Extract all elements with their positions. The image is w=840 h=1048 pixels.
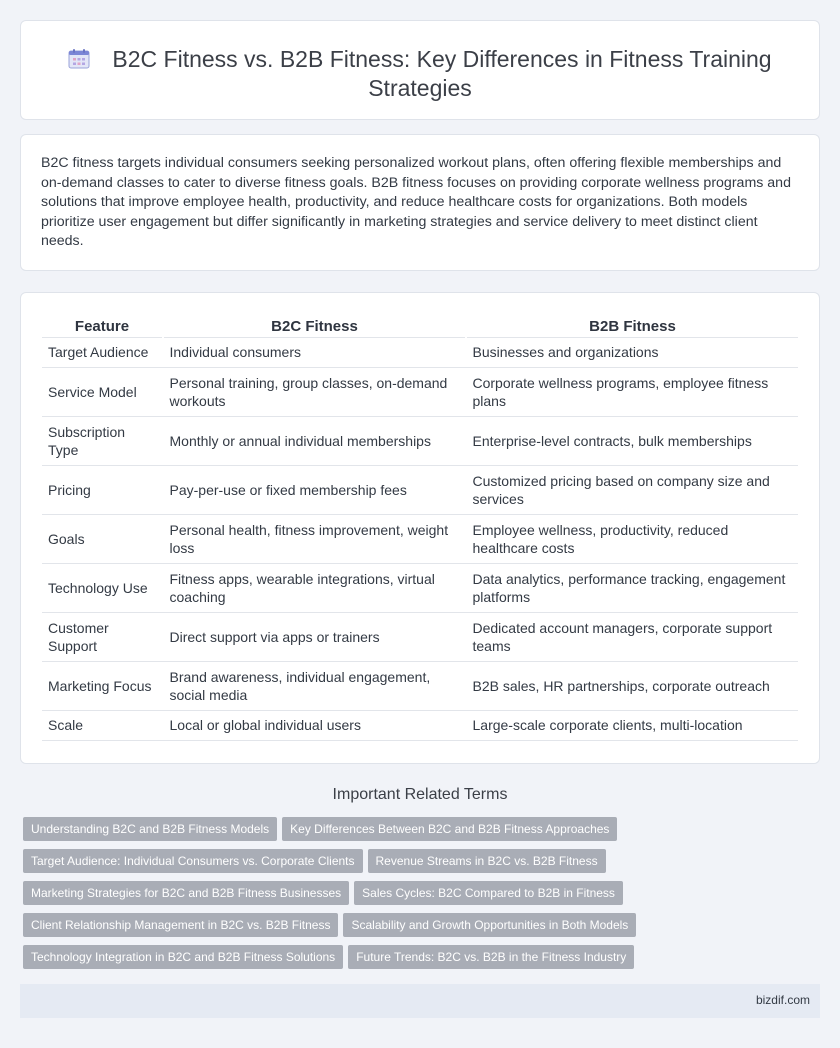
feature-cell: Customer Support <box>42 612 163 661</box>
b2b-cell: B2B sales, HR partnerships, corporate outreach <box>466 661 798 710</box>
b2b-cell: Corporate wellness programs, employee fitness plans <box>466 367 798 416</box>
b2c-cell: Individual consumers <box>163 337 466 367</box>
b2c-cell: Pay-per-use or fixed membership fees <box>163 465 466 514</box>
b2c-cell: Personal training, group classes, on-demand workouts <box>163 367 466 416</box>
b2c-cell: Brand awareness, individual engagement, social media <box>163 661 466 710</box>
feature-cell: Scale <box>42 710 163 740</box>
calendar-icon <box>68 49 90 69</box>
column-header-feature: Feature <box>42 315 163 337</box>
column-header-b2b: B2B Fitness <box>466 315 798 337</box>
related-term-tag[interactable]: Understanding B2C and B2B Fitness Models <box>23 817 277 841</box>
footer-site-link[interactable]: bizdif.com <box>755 993 810 1007</box>
b2b-cell: Customized pricing based on company size and services <box>466 465 798 514</box>
tag-row <box>23 817 823 849</box>
tag-row <box>23 849 823 881</box>
related-term-tag[interactable]: Key Differences Between B2C and B2B Fitness Approaches <box>282 817 617 841</box>
related-term-tag[interactable]: Revenue Streams in B2C vs. B2B Fitness <box>368 849 606 873</box>
table-row <box>42 465 798 514</box>
table-row <box>42 710 798 740</box>
feature-cell: Marketing Focus <box>42 661 163 710</box>
page-title-text: B2C Fitness vs. B2B Fitness: Key Differences in Fitness Training Strategies <box>112 46 772 101</box>
b2c-cell: Fitness apps, wearable integrations, virtual coaching <box>163 563 466 612</box>
related-term-tag[interactable]: Client Relationship Management in B2C vs. B2B Fitness <box>23 913 338 937</box>
tag-row <box>23 881 823 913</box>
b2b-cell: Businesses and organizations <box>466 337 798 367</box>
table-row <box>42 337 798 367</box>
table-header-row <box>42 315 798 337</box>
table-row <box>42 612 798 661</box>
related-term-tag[interactable]: Future Trends: B2C vs. B2B in the Fitness Industry <box>348 945 634 969</box>
column-header-b2c: B2C Fitness <box>163 315 466 337</box>
b2b-cell: Employee wellness, productivity, reduced healthcare costs <box>466 514 798 563</box>
page-title <box>51 45 789 103</box>
related-term-tag[interactable]: Scalability and Growth Opportunities in Both Models <box>343 913 636 937</box>
b2b-cell: Large-scale corporate clients, multi-location <box>466 710 798 740</box>
table-row <box>42 661 798 710</box>
feature-cell: Goals <box>42 514 163 563</box>
intro-paragraph: B2C fitness targets individual consumers seeking personalized workout plans, often offering flexible memberships and on-demand classes to cater to diverse fitness goals. B2B fitness focuses on providing corporate wellness programs and solutions that improve employee health, productivity, and reduce healthcare costs for organizations. Both models prioritize user engagement but differ significantly in marketing strategies and service delivery to meet distinct client needs. <box>41 155 791 249</box>
b2b-cell: Data analytics, performance tracking, engagement platforms <box>466 563 798 612</box>
intro-card <box>20 134 820 271</box>
feature-cell: Subscription Type <box>42 416 163 465</box>
related-term-tag[interactable]: Technology Integration in B2C and B2B Fitness Solutions <box>23 945 343 969</box>
header-card <box>20 20 820 120</box>
tag-row <box>23 913 823 945</box>
b2c-cell: Direct support via apps or trainers <box>163 612 466 661</box>
b2c-cell: Personal health, fitness improvement, weight loss <box>163 514 466 563</box>
feature-cell: Service Model <box>42 367 163 416</box>
b2c-cell: Monthly or annual individual memberships <box>163 416 466 465</box>
feature-cell: Technology Use <box>42 563 163 612</box>
b2b-cell: Dedicated account managers, corporate support teams <box>466 612 798 661</box>
feature-cell: Target Audience <box>42 337 163 367</box>
related-terms-heading: Important Related Terms <box>332 786 508 803</box>
related-term-tag[interactable]: Target Audience: Individual Consumers vs. Corporate Clients <box>23 849 363 873</box>
tag-row <box>23 945 823 977</box>
related-term-tag[interactable]: Sales Cycles: B2C Compared to B2B in Fitness <box>354 881 623 905</box>
title-wrap <box>21 45 819 103</box>
comparison-table <box>42 315 798 741</box>
b2b-cell: Enterprise-level contracts, bulk memberships <box>466 416 798 465</box>
related-terms-list <box>23 817 823 977</box>
footer-bar <box>20 984 820 1018</box>
table-row <box>42 563 798 612</box>
related-term-tag[interactable]: Marketing Strategies for B2C and B2B Fitness Businesses <box>23 881 349 905</box>
table-row <box>42 514 798 563</box>
table-row <box>42 416 798 465</box>
comparison-card <box>20 292 820 764</box>
feature-cell: Pricing <box>42 465 163 514</box>
table-row <box>42 367 798 416</box>
b2c-cell: Local or global individual users <box>163 710 466 740</box>
